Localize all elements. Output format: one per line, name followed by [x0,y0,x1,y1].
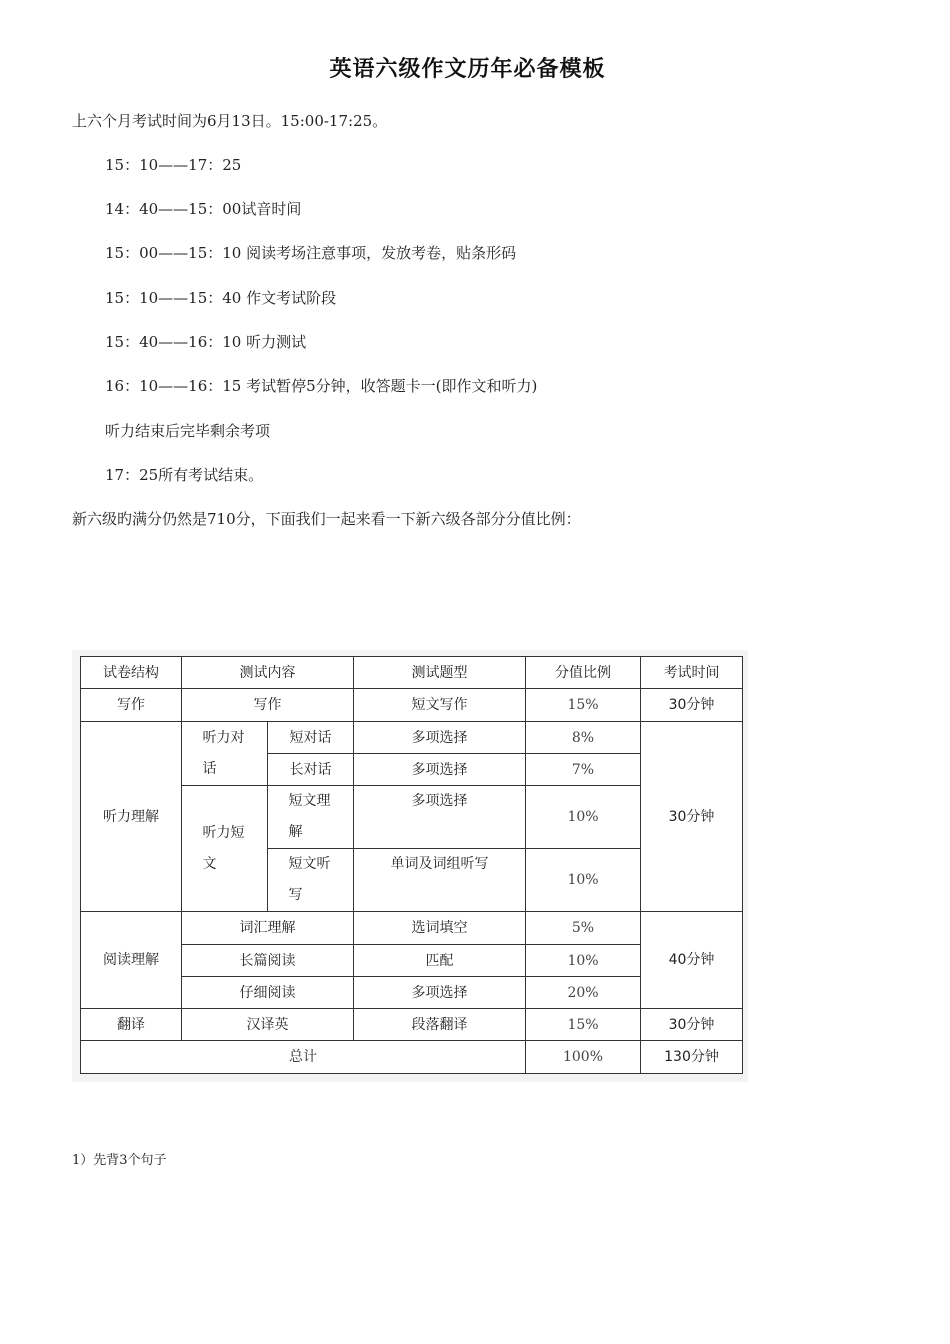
long-dialogue-type: 多项选择 [354,754,526,786]
listening-section: 听力理解 [81,722,182,912]
short-dialogue-ratio: 8% [526,722,641,754]
schedule-item-6: 16：10——16：15 考试暂停5分钟，收答题卡一(即作文和听力) [105,377,538,395]
header-time: 考试时间 [641,657,743,689]
translation-time: 30分钟 [641,1009,743,1041]
vocabulary-type: 选词填空 [354,912,526,945]
passage-comprehension-content: 短文理解 [268,786,354,849]
score-intro: 新六级旳满分仍然是710分，下面我们一起来看一下新六级各部分分值比例： [72,510,581,528]
long-reading-content: 长篇阅读 [182,945,354,977]
passage-comprehension-type: 多项选择 [354,786,526,849]
header-ratio: 分值比例 [526,657,641,689]
score-table-image [72,650,748,1082]
page-title: 英语六级作文历年必备模板 [329,56,606,82]
vocabulary-ratio: 5% [526,912,641,945]
vocabulary-content: 词汇理解 [182,912,354,945]
total-time: 130分钟 [641,1041,743,1074]
translation-content: 汉译英 [182,1009,354,1041]
long-reading-ratio: 10% [526,945,641,977]
translation-section: 翻译 [81,1009,182,1041]
schedule-item-5: 15：40——16：10 听力测试 [105,333,307,351]
schedule-item-2: 14：40——15：00试音时间 [105,200,302,218]
careful-reading-content: 仔细阅读 [182,977,354,1009]
table-row-translation [81,1009,743,1041]
table-header-row [81,657,743,689]
writing-time: 30分钟 [641,689,743,722]
header-type: 测试题型 [354,657,526,689]
table-row-writing [81,689,743,722]
exam-time-intro: 上六个月考试时间为6月13日。15:00-17:25。 [72,112,388,130]
passage-dictation-ratio: 10% [526,849,641,912]
short-dialogue-type: 多项选择 [354,722,526,754]
writing-ratio: 15% [526,689,641,722]
score-distribution-table [80,656,743,1074]
listening-dialogue-group: 听力对话 [182,722,268,786]
schedule-item-3: 15：00——15：10 阅读考场注意事项，发放考卷，贴条形码 [105,244,517,262]
table-row-vocabulary [81,912,743,945]
listening-time: 30分钟 [641,722,743,912]
translation-ratio: 15% [526,1009,641,1041]
reading-section: 阅读理解 [81,912,182,1009]
long-dialogue-content: 长对话 [268,754,354,786]
long-dialogue-ratio: 7% [526,754,641,786]
writing-section: 写作 [81,689,182,722]
header-content: 测试内容 [182,657,354,689]
header-structure: 试卷结构 [81,657,182,689]
passage-dictation-type: 单词及词组听写 [354,849,526,912]
schedule-item-8: 17：25所有考试结束。 [105,466,264,484]
passage-comprehension-ratio: 10% [526,786,641,849]
footer-note: 1）先背3个句子 [72,1153,167,1168]
table-row-total [81,1041,743,1074]
long-reading-type: 匹配 [354,945,526,977]
listening-passage-group: 听力短文 [182,786,268,912]
schedule-item-7: 听力结束后完毕剩余考项 [105,422,271,440]
writing-type: 短文写作 [354,689,526,722]
careful-reading-ratio: 20% [526,977,641,1009]
total-ratio: 100% [526,1041,641,1074]
reading-time: 40分钟 [641,912,743,1009]
schedule-item-1: 15：10——17：25 [105,156,242,174]
translation-type: 段落翻译 [354,1009,526,1041]
schedule-item-4: 15：10——15：40 作文考试阶段 [105,289,337,307]
writing-content: 写作 [182,689,354,722]
short-dialogue-content: 短对话 [268,722,354,754]
total-label: 总计 [81,1041,526,1074]
careful-reading-type: 多项选择 [354,977,526,1009]
table-row-short-dialogue [81,722,743,754]
passage-dictation-content: 短文听写 [268,849,354,912]
